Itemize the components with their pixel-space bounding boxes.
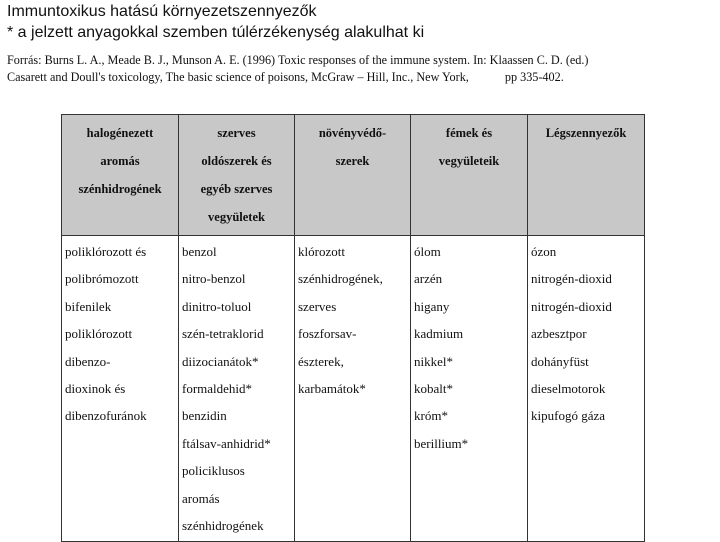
- list-item: dibenzo-: [65, 353, 111, 369]
- list-item: aromás: [182, 490, 220, 506]
- header-metals: [411, 115, 528, 236]
- page-title: Immuntoxikus hatású környezetszennyezők: [7, 3, 317, 20]
- source-pages: pp 335-402.: [504, 70, 564, 84]
- list-item: nitrogén-dioxid: [531, 298, 612, 314]
- list-item: nitrogén-dioxid: [531, 271, 612, 287]
- list-item: higany: [414, 298, 450, 314]
- list-item: azbesztpor: [531, 326, 587, 342]
- header-line: vegyületeik: [438, 154, 500, 168]
- list-item: szén-tetraklorid: [182, 326, 264, 342]
- list-item: dioxinok és: [65, 380, 126, 396]
- header-line: szerves: [217, 126, 256, 140]
- header-organic-solvents: [179, 115, 295, 236]
- header-line: oldószerek és: [201, 154, 272, 168]
- list-item: ólom: [414, 244, 441, 259]
- list-item: nikkel*: [414, 353, 453, 369]
- list-item: foszforsav-: [298, 326, 357, 342]
- source-citation-text: Casarett and Doull's toxicology, The basic science of poisons, McGraw – Hill, Inc., New York,: [7, 70, 469, 84]
- list-item: dinitro-toluol: [182, 298, 252, 314]
- list-item: kobalt*: [414, 380, 453, 396]
- list-item: szénhidrogének,: [298, 271, 383, 287]
- list-item: diizocianátok*: [182, 353, 259, 369]
- header-line: halogénezett: [86, 126, 154, 140]
- hypersensitivity-note: * a jelzett anyagokkal szemben túlérzékenység alakulhat ki: [7, 24, 425, 41]
- column-organic-solvents: [179, 236, 295, 542]
- list-item: policiklusos: [182, 463, 245, 479]
- header-air-pollutants: [528, 115, 645, 236]
- list-item: karbamátok*: [298, 380, 366, 396]
- column-pesticides: [295, 236, 411, 542]
- pollutants-table: [61, 114, 645, 542]
- list-item: arzén: [414, 271, 443, 287]
- list-item: benzol: [182, 244, 217, 259]
- list-item: szénhidrogének: [182, 517, 264, 533]
- column-air-pollutants: [528, 236, 645, 542]
- header-line: növényvédő-: [318, 126, 387, 140]
- source-citation-line-2: [7, 70, 564, 85]
- header-line: Légszennyezők: [545, 126, 627, 140]
- header-line: egyéb szerves: [200, 182, 273, 196]
- list-item: ftálsav-anhidrid*: [182, 435, 271, 451]
- list-item: poliklórozott: [65, 326, 133, 342]
- source-citation-line-1: Forrás: Burns L. A., Meade B. J., Munson A. E. (1996) Toxic responses of the immune system. In: Klaassen C. D. (ed.): [7, 53, 589, 67]
- column-metals: [411, 236, 528, 542]
- list-item: bifenilek: [65, 298, 112, 314]
- list-item: szerves: [298, 298, 337, 314]
- list-item: ózon: [531, 244, 557, 259]
- list-item: klórozott: [298, 244, 345, 259]
- list-item: poliklórozott és: [65, 244, 147, 259]
- list-item: polibrómozott: [65, 271, 139, 287]
- list-item: észterek,: [298, 353, 344, 369]
- list-item: kipufogó gáza: [531, 408, 606, 424]
- header-pesticides: [295, 115, 411, 236]
- list-item: dohányfüst: [531, 353, 589, 369]
- list-item: formaldehid*: [182, 380, 253, 396]
- header-line: aromás: [100, 154, 140, 168]
- header-line: vegyületek: [208, 210, 265, 224]
- table-header-row: [62, 115, 645, 236]
- header-halogenated-aromatic: [62, 115, 179, 236]
- table-row: [62, 236, 645, 542]
- list-item: benzidin: [182, 408, 227, 424]
- header-line: fémek és: [445, 126, 493, 140]
- list-item: kadmium: [414, 326, 464, 342]
- list-item: dieselmotorok: [531, 380, 606, 396]
- list-item: nitro-benzol: [182, 271, 246, 287]
- list-item: króm*: [414, 408, 448, 424]
- header-line: szerek: [335, 154, 370, 168]
- column-halogenated-aromatic: [62, 236, 179, 542]
- list-item: dibenzofuránok: [65, 408, 147, 424]
- header-line: szénhidrogének: [78, 182, 162, 196]
- list-item: berillium*: [414, 435, 469, 451]
